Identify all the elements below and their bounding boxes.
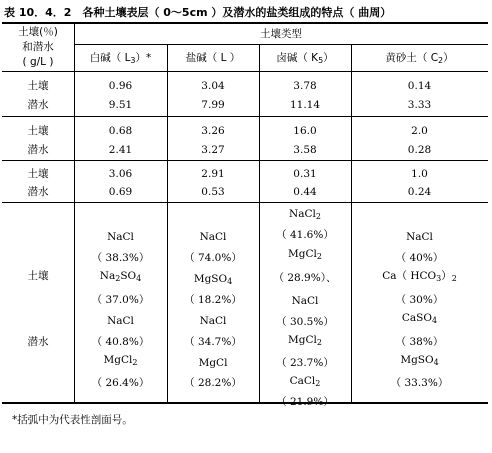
table-cell: NaCl: [406, 231, 433, 243]
table-cell: 9.51: [108, 99, 133, 111]
table-cell: （ 34.7%）: [184, 336, 242, 348]
table-cell: （ 40%）: [395, 252, 444, 264]
table-cell: （ 30.5%）: [276, 316, 334, 328]
table-cell: （ 38.3%）: [91, 252, 150, 264]
column-header-k5: 卤碱（ $K_5$）: [276, 52, 334, 65]
row-label: 潜水: [27, 144, 49, 156]
table-cell: NaCl: [107, 315, 134, 327]
table-cell: NaCl: [199, 315, 227, 327]
col-divider: [167, 44, 168, 404]
table-cell: （ 33.3%）: [390, 377, 449, 389]
table-cell: （ 38%）: [395, 336, 444, 348]
table-cell: CaCl$_2$: [289, 375, 321, 388]
row-label: 土壤: [27, 80, 49, 92]
data-table: [2, 22, 488, 408]
table-cell: （ 21.9%）: [276, 396, 334, 408]
table-cell: 0.44: [293, 186, 317, 198]
table-cell: MgCl$_2$: [103, 354, 138, 367]
row-label: 潜水: [27, 336, 49, 348]
table-cell: 3.27: [201, 144, 225, 156]
row-label: 潜水: [27, 186, 49, 198]
table-cell: （ 30%）: [395, 294, 444, 306]
table-cell: 7.99: [201, 99, 225, 111]
table-title: 表 10．4．2 各种土壤表层（ 0～5cm ）及潜水的盐类组成的特点（ 曲周）: [4, 6, 392, 19]
table-cell: NaCl: [107, 231, 134, 243]
group-header: 土壤类型: [260, 28, 302, 40]
table-cell: 0.68: [108, 125, 133, 137]
table-cell: 2.41: [108, 144, 133, 156]
footnote: *括弧中为代表性剖面号。: [12, 414, 133, 426]
column-header-l3: 白碱（ $L_3)*$: [89, 52, 152, 65]
row-label: 土壤: [27, 270, 49, 282]
table-cell: 3.78: [293, 80, 317, 92]
table-cell: $Na_2SO_4$: [99, 270, 142, 283]
table-cell: NaCl: [199, 231, 227, 243]
row-header-label: 和潜水: [22, 41, 54, 53]
table-cell: 16.0: [293, 125, 317, 137]
column-header-l: 盐碱（ L ）: [185, 52, 241, 64]
row-header-label: 土壤(％): [18, 26, 58, 38]
column-header-c2: 黄砂土（ $C_2$）: [385, 52, 454, 65]
table-cell: （ 41.6%）: [276, 229, 334, 241]
table-cell: NaCl$_2$: [289, 208, 321, 221]
table-cell: 0.53: [201, 186, 225, 198]
table-cell: 0.28: [407, 144, 432, 156]
table-cell: （ 26.4%）: [91, 377, 150, 389]
table-cell: 11.14: [289, 99, 321, 111]
table-cell: MgCl$_2$: [288, 334, 322, 347]
table-cell: 3.04: [201, 80, 225, 92]
row-label: 土壤: [27, 125, 49, 137]
table-cell: MgSO$_4$: [193, 273, 233, 286]
table-cell: （ 23.7%）: [276, 357, 334, 369]
table-cell: （ 28.2%）: [184, 377, 242, 389]
row-header-label: ( g/L ): [22, 56, 54, 68]
row-label: 土壤: [27, 168, 49, 180]
table-cell: 2.0: [411, 125, 428, 137]
col-divider: [259, 44, 260, 404]
header-divider: [74, 44, 488, 45]
table-cell: 0.96: [108, 80, 133, 92]
table-cell: Ca（ $HCO_3)_2$: [382, 270, 457, 283]
table-cell: （ 28.9%）、: [273, 272, 337, 284]
table-cell: 0.31: [293, 168, 317, 180]
col-divider: [351, 44, 352, 404]
table-cell: MgSO$_4$: [400, 354, 439, 367]
table-cell: 2.91: [201, 168, 225, 180]
row-label: 潜水: [27, 99, 49, 111]
table-cell: 0.69: [108, 186, 133, 198]
table-cell: 0.24: [407, 186, 432, 198]
table-cell: 3.58: [293, 144, 317, 156]
table-cell: 3.06: [108, 168, 133, 180]
table-cell: 1.0: [411, 168, 428, 180]
table-cell: NaCl: [291, 295, 319, 307]
table-cell: （ 37.0%）: [91, 294, 150, 306]
table-cell: CaSO$_4$: [401, 312, 438, 325]
table-cell: （ 18.2%）: [184, 294, 242, 306]
table-cell: 0.14: [407, 80, 432, 92]
table-cell: 3.33: [407, 99, 432, 111]
table-cell: MgCl$_2$: [288, 248, 322, 261]
table-cell: （ 74.0%）: [184, 252, 242, 264]
table-cell: 3.26: [201, 125, 225, 137]
table-cell: （ 40.8%）: [91, 336, 150, 348]
table-cell: MgCl: [198, 357, 228, 369]
